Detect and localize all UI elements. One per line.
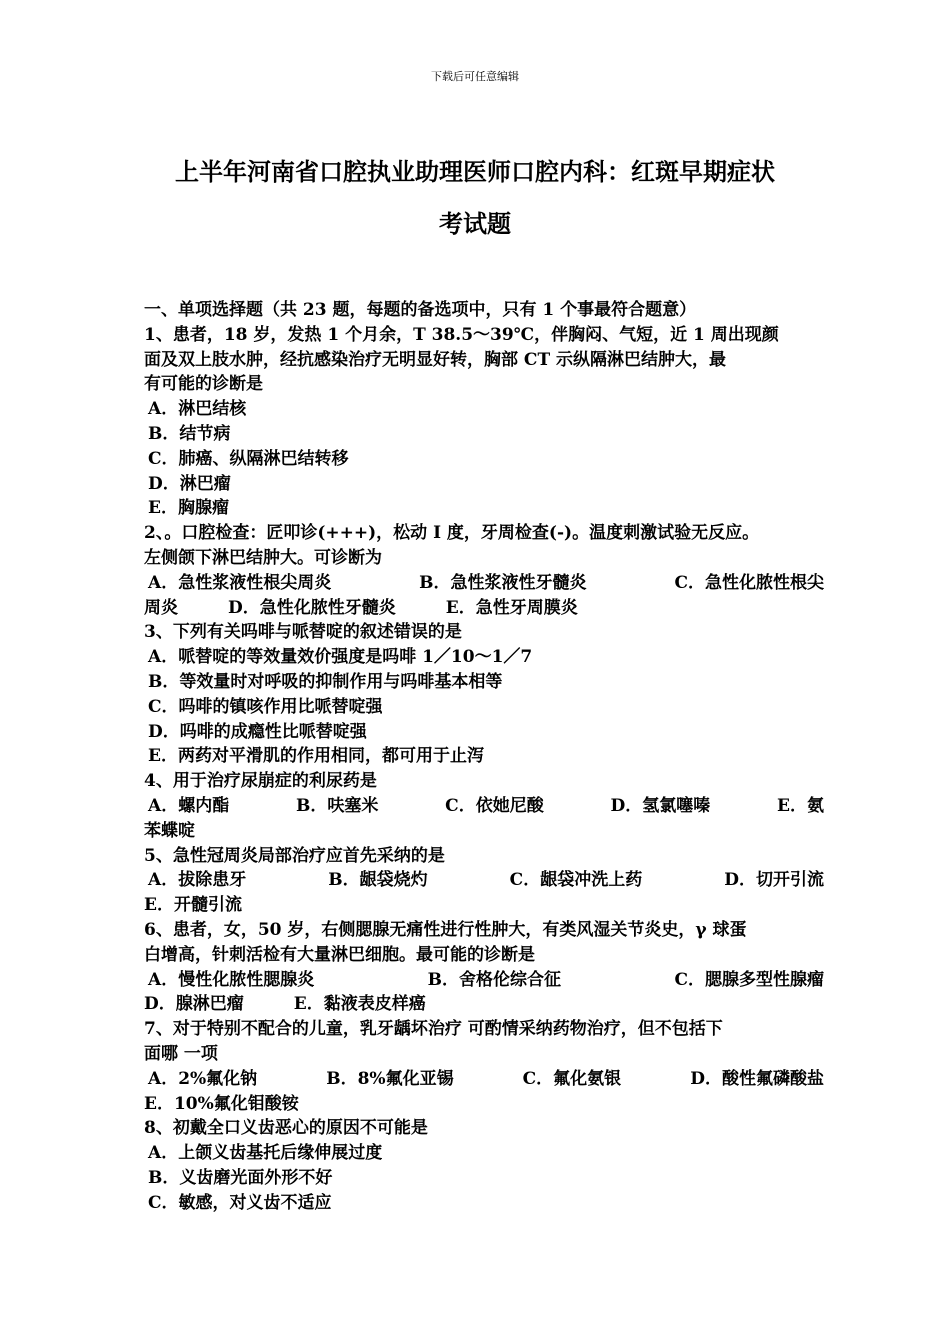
question-2-options-row-2 <box>144 596 824 621</box>
question-1-option-b: B．结节病 <box>148 423 231 444</box>
question-5-option-a: A．拔除患牙 <box>148 870 247 891</box>
question-8-option-b: B．义齿磨光面外形不好 <box>148 1167 333 1188</box>
question-1-option-c: C．肺癌、纵隔淋巴结转移 <box>148 448 349 469</box>
question-8-option-c: C．敏感，对义齿不适应 <box>148 1192 332 1213</box>
question-3-option-b: B．等效量时对呼吸的抑制作用与吗啡基本相等 <box>148 671 503 692</box>
question-4-option-d: D．氢氯噻嗪 <box>610 795 711 816</box>
question-list <box>144 298 824 1215</box>
question-2-stem: 左侧颌下淋巴结肿大。可诊断为 <box>144 547 382 568</box>
question-6-option-e: E．黏液表皮样癌 <box>293 994 426 1015</box>
question-6-option-a: A．慢性化脓性腮腺炎 <box>148 969 315 990</box>
question-2-option-c: C．急性化脓性根尖 <box>674 572 825 593</box>
question-6-stem: 白增高，针刺活检有大量淋巴细胞。最可能的诊断是 <box>144 944 535 965</box>
question-2-options-row-1 <box>144 571 824 596</box>
question-5-option-c: C．龈袋冲洗上药 <box>509 870 643 891</box>
question-8-stem: 8、初戴全口义齿恶心的原因不可能是 <box>144 1118 428 1139</box>
question-2-option-e: E．急性牙周膜炎 <box>445 597 578 618</box>
question-7-stem: 面哪 一项 <box>144 1043 218 1064</box>
question-2-option-a: A．急性浆液性根尖周炎 <box>148 572 332 593</box>
question-6-option-b: B．舍格伦综合征 <box>427 969 562 990</box>
question-5-option-e: E．开髓引流 <box>144 895 242 916</box>
question-4-option-a: A．螺内酯 <box>148 795 230 816</box>
question-5-option-d: D．切开引流 <box>724 870 824 891</box>
question-3-option-c: C．吗啡的镇咳作用比哌替啶强 <box>148 696 383 717</box>
question-3-stem: 3、下列有关吗啡与哌替啶的叙述错误的是 <box>144 622 462 643</box>
question-3-option-e: E．两药对平滑肌的作用相同，都可用于止泻 <box>148 746 484 767</box>
question-4-option-e-cont: 苯蝶啶 <box>144 820 195 841</box>
section-heading: 一、单项选择题（共 23 题，每题的备选项中，只有 1 个事最符合题意） <box>144 300 697 320</box>
question-2-stem: 2、。口腔检查：匠叩诊(+++)，松动 I 度，牙周检查(-)。温度刺激试验无反应。 <box>144 523 760 544</box>
question-4-options-row-1 <box>144 794 824 819</box>
question-6-options-row-1 <box>144 968 824 993</box>
question-1-option-d: D．淋巴瘤 <box>148 473 231 494</box>
page-header: 下载后可任意编辑 <box>431 70 519 83</box>
question-7-option-e: E．10%氟化钼酸铵 <box>144 1093 299 1114</box>
question-1-stem: 面及双上肢水肿，经抗感染治疗无明显好转，胸部 CT 示纵隔淋巴结肿大，最 <box>144 349 727 370</box>
question-7-option-d: D．酸性氟磷酸盐 <box>690 1068 824 1089</box>
question-1-option-e: E．胸腺瘤 <box>148 498 229 519</box>
question-2-option-b: B．急性浆液性牙髓炎 <box>419 572 587 593</box>
question-6-stem: 6、患者，女，50 岁，右侧腮腺无痛性进行性肿大，有类风湿关节炎史，γ 球蛋 <box>144 919 747 940</box>
question-7-option-b: B．8%氟化亚锡 <box>326 1068 454 1089</box>
question-4-stem: 4、用于治疗尿崩症的利尿药是 <box>144 771 377 792</box>
question-7-options-row-1 <box>144 1067 824 1092</box>
document-title-line-1: 上半年河南省口腔执业助理医师口腔内科：红斑早期症状 <box>175 157 775 186</box>
question-4-option-b: B．呋塞米 <box>296 795 379 816</box>
question-3-option-a: A．哌替啶的等效量效价强度是吗啡 1／10～1／7 <box>148 647 533 668</box>
question-3-option-d: D．吗啡的成瘾性比哌替啶强 <box>148 721 367 742</box>
question-5-options-row-1 <box>144 868 824 893</box>
question-4-option-c: C．依她尼酸 <box>445 795 544 816</box>
question-2-option-d: D．急性化脓性牙髓炎 <box>228 597 396 618</box>
question-8-option-a: A．上颌义齿基托后缘伸展过度 <box>148 1143 383 1164</box>
question-1-stem: 有可能的诊断是 <box>144 374 263 395</box>
question-5-stem: 5、急性冠周炎局部治疗应首先采纳的是 <box>144 845 445 866</box>
question-7-stem: 7、对于特别不配合的儿童，乳牙龋坏治疗 可酌情采纳药物治疗，但不包括下 <box>144 1019 723 1040</box>
question-1-stem: 1、患者，18 岁，发热 1 个月余，T 38.5～39℃，伴胸闷、气短，近 1 周出现颜 <box>144 324 779 345</box>
question-2-option-c-cont: 周炎 <box>144 597 178 618</box>
question-7-option-a: A．2%氟化钠 <box>148 1068 258 1089</box>
question-6-options-row-2 <box>144 992 824 1017</box>
question-1-option-a: A．淋巴结核 <box>148 399 247 420</box>
question-6-option-d: D．腺淋巴瘤 <box>144 994 244 1015</box>
question-4-option-e: E．氨 <box>777 795 825 816</box>
document-title-line-2: 考试题 <box>439 209 511 238</box>
question-7-option-c: C．氟化氨银 <box>522 1068 622 1089</box>
question-6-option-c: C．腮腺多型性腺瘤 <box>674 969 825 990</box>
question-5-option-b: B．龈袋烧灼 <box>328 870 428 891</box>
